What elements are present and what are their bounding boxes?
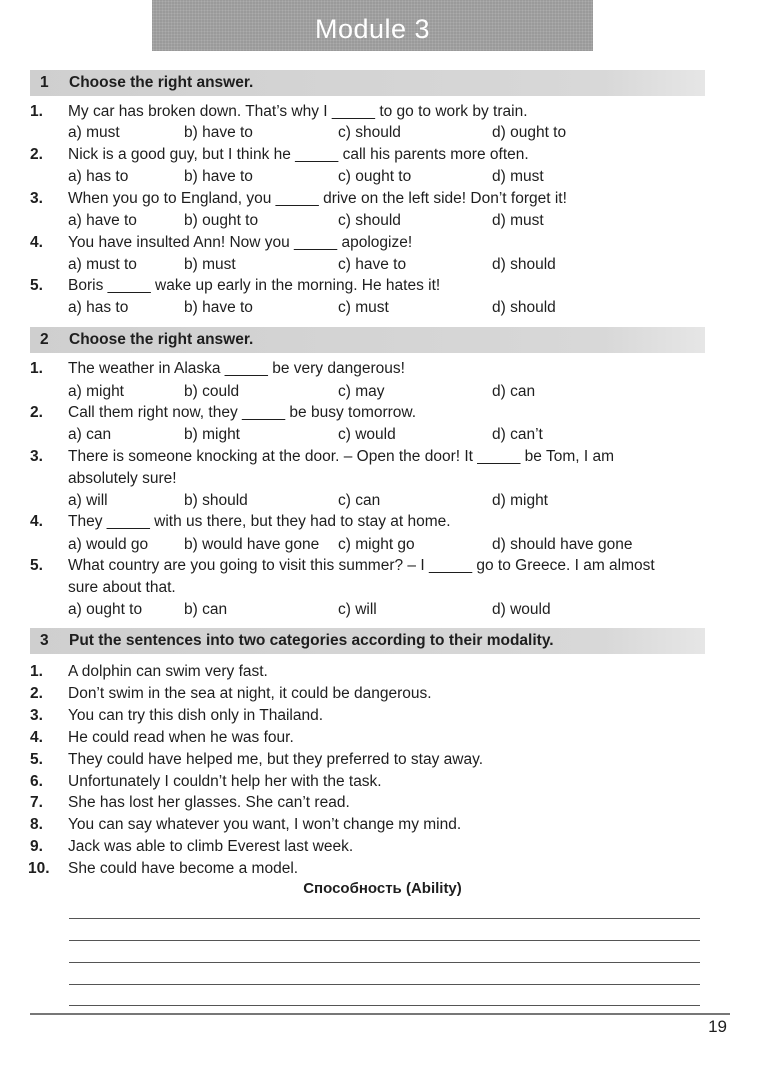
question-number: 4. — [30, 513, 43, 530]
sentence-text: She could have become a model. — [68, 860, 299, 877]
option-d: d) can — [492, 383, 536, 400]
question — [30, 232, 708, 254]
answer-options — [68, 210, 708, 232]
writing-line — [69, 984, 700, 985]
sentence-number: 5. — [30, 751, 43, 768]
question-number: 1. — [30, 360, 43, 377]
sentence-number: 9. — [30, 838, 43, 855]
option-b: b) could — [184, 383, 240, 400]
answer-options — [68, 122, 708, 144]
question — [30, 275, 708, 297]
option-a: a) must — [68, 124, 120, 141]
sentence-text: She has lost her glasses. She can’t read. — [68, 794, 350, 811]
question — [30, 144, 708, 166]
section-instruction: Choose the right answer. — [69, 74, 254, 91]
question-text: When you go to England, you _____ drive on the left side! Don’t forget it! — [68, 190, 567, 207]
option-b: b) have to — [184, 168, 253, 185]
question-number: 1. — [30, 103, 43, 120]
option-a: a) might — [68, 383, 124, 400]
option-b: b) would have gone — [184, 536, 320, 553]
answer-options — [68, 490, 708, 512]
option-c: c) can — [338, 492, 381, 509]
option-b: b) have to — [184, 124, 253, 141]
option-d: d) must — [492, 168, 544, 185]
option-a: a) will — [68, 492, 108, 509]
option-c: c) have to — [338, 256, 407, 273]
option-a: a) have to — [68, 212, 137, 229]
question — [30, 511, 708, 533]
sentence-item — [30, 836, 708, 858]
sentence-text: You can try this dish only in Thailand. — [68, 707, 324, 724]
option-c: c) must — [338, 299, 389, 316]
sentence-text: They could have helped me, but they preferred to stay away. — [68, 751, 484, 768]
section-number: 2 — [40, 331, 49, 348]
category-title-ability: Способность (Ability) — [303, 880, 462, 897]
question-text: You have insulted Ann! Now you _____ apologize! — [68, 234, 413, 251]
option-d: d) can’t — [492, 426, 543, 443]
option-d: d) should have gone — [492, 536, 633, 553]
option-b: b) must — [184, 256, 236, 273]
question-number: 3. — [30, 448, 43, 465]
sentence-item — [30, 705, 708, 727]
question-number: 4. — [30, 234, 43, 251]
writing-line — [69, 1005, 700, 1006]
question-text: They _____ with us there, but they had to stay at home. — [68, 513, 451, 530]
answer-options — [68, 381, 708, 403]
option-a: a) has to — [68, 299, 129, 316]
sentence-number: 2. — [30, 685, 43, 702]
option-a: a) must to — [68, 256, 137, 273]
option-d: d) might — [492, 492, 548, 509]
answer-options — [68, 424, 708, 446]
option-d: d) ought to — [492, 124, 567, 141]
option-a: a) would go — [68, 536, 149, 553]
question-number: 2. — [30, 146, 43, 163]
question-number: 3. — [30, 190, 43, 207]
sentence-text: Don’t swim in the sea at night, it could be dangerous. — [68, 685, 432, 702]
sentence-item — [30, 683, 708, 705]
sentence-number: 10. — [28, 860, 50, 877]
sentence-number: 7. — [30, 794, 43, 811]
answer-options — [68, 534, 708, 556]
module-title-banner — [152, 0, 593, 51]
page-number: 19 — [708, 1017, 727, 1036]
question-text: What country are you going to visit this summer? – I _____ go to Greece. I am almost sure about that. — [68, 557, 655, 596]
option-d: d) must — [492, 212, 544, 229]
sentence-number: 3. — [30, 707, 43, 724]
section-1-header — [30, 70, 705, 96]
sentence-item — [28, 858, 708, 880]
option-a: a) has to — [68, 168, 129, 185]
question — [30, 402, 708, 424]
footer-divider — [30, 1013, 730, 1015]
question — [30, 358, 708, 380]
writing-line — [69, 962, 700, 963]
question — [30, 555, 668, 599]
option-d: d) should — [492, 299, 556, 316]
sentence-item — [30, 771, 708, 793]
option-a: a) ought to — [68, 601, 143, 618]
question-text: The weather in Alaska _____ be very dangerous! — [68, 360, 405, 377]
option-c: c) should — [338, 124, 401, 141]
option-a: a) can — [68, 426, 112, 443]
sentence-text: He could read when he was four. — [68, 729, 294, 746]
question-text: My car has broken down. That’s why I _____ to go to work by train. — [68, 103, 528, 120]
option-b: b) ought to — [184, 212, 259, 229]
option-b: b) can — [184, 601, 228, 618]
question — [30, 446, 688, 490]
module-title: Module 3 — [314, 14, 431, 44]
writing-line — [69, 940, 700, 941]
option-b: b) should — [184, 492, 248, 509]
sentence-number: 1. — [30, 663, 43, 680]
sentence-number: 6. — [30, 773, 43, 790]
section-2-header — [30, 327, 705, 353]
sentence-item — [30, 749, 708, 771]
section-number: 3 — [40, 632, 49, 649]
sentence-item — [30, 814, 708, 836]
answer-options — [68, 599, 708, 621]
question-text: Boris _____ wake up early in the morning. He hates it! — [68, 277, 441, 294]
section-instruction: Put the sentences into two categories according to their modality. — [69, 632, 554, 649]
section-3-header — [30, 628, 705, 654]
question-number: 5. — [30, 277, 43, 294]
question-text: There is someone knocking at the door. – Open the door! It _____ be Tom, I am absolutely sure! — [68, 448, 614, 487]
sentence-number: 8. — [30, 816, 43, 833]
option-c: c) might go — [338, 536, 415, 553]
sentence-text: A dolphin can swim very fast. — [68, 663, 268, 680]
writing-line — [69, 918, 700, 919]
answer-options — [68, 297, 708, 319]
question — [30, 188, 708, 210]
option-c: c) ought to — [338, 168, 412, 185]
option-b: b) have to — [184, 299, 253, 316]
section-instruction: Choose the right answer. — [69, 331, 254, 348]
sentence-item — [30, 661, 708, 683]
answer-options — [68, 166, 708, 188]
question — [30, 101, 708, 123]
question-number: 5. — [30, 557, 43, 574]
option-d: d) should — [492, 256, 556, 273]
sentence-item — [30, 727, 708, 749]
section-number: 1 — [40, 74, 49, 91]
option-c: c) will — [338, 601, 377, 618]
sentence-item — [30, 792, 708, 814]
sentence-text: You can say whatever you want, I won’t change my mind. — [68, 816, 462, 833]
question-text: Call them right now, they _____ be busy tomorrow. — [68, 404, 417, 421]
sentence-number: 4. — [30, 729, 43, 746]
sentence-text: Unfortunately I couldn’t help her with the task. — [68, 773, 382, 790]
question-number: 2. — [30, 404, 43, 421]
answer-options — [68, 254, 708, 276]
question-text: Nick is a good guy, but I think he _____ call his parents more often. — [68, 146, 529, 163]
option-d: d) would — [492, 601, 551, 618]
option-c: c) should — [338, 212, 401, 229]
option-c: c) would — [338, 426, 396, 443]
option-c: c) may — [338, 383, 385, 400]
option-b: b) might — [184, 426, 240, 443]
sentence-text: Jack was able to climb Everest last week. — [68, 838, 354, 855]
